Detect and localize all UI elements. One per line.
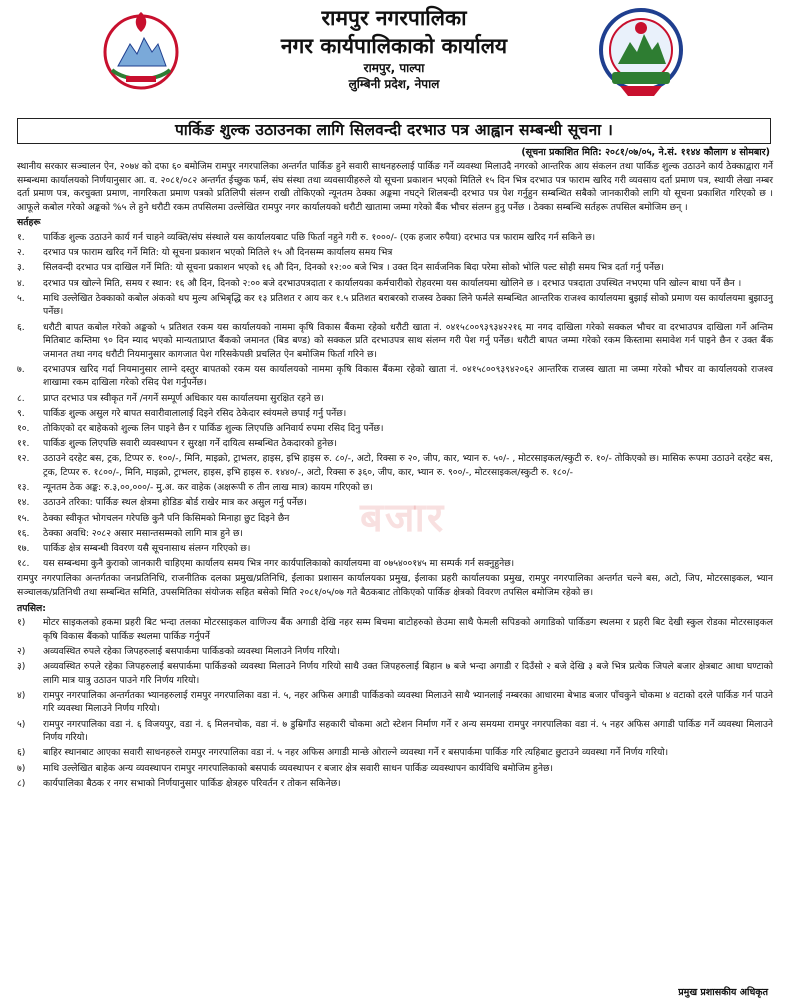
condition-item — [17, 557, 773, 571]
intro-paragraph: स्थानीय सरकार सञ्चालन ऐन, २०७४ को दफा ६० बमोजिम रामपुर नगरपालिका अन्तर्गत पार्किङ हुने सवारी साधनहरुलाई पार्किङ गर्ने व्यवस्था मिलाउदै नगरको आन्तरिक आय संकलन तथा पार्किङ शुल्क उठाउने कार्य ठेक्काद्वारा गर्ने सम्बन्धमा कार्यालयको निर्णयानुसार आ. व. २०८१/०८२ अन्तर्गत ईच्छुक फर्म, संघ संस्था तथा व्यवसायीहरुले यो सूचना प्रकाशन भएको मितिले १५ दिन भित्र दरभाउ पत्र फाराम खरिद गरी व्यवसाय दर्ता प्रमाण पत्र, स्थायी लेखा नम्बर दर्ता प्रमाण पत्र, करचुक्ता प्रमाण, नागरिकता प्रमाण पत्रको प्रतिलिपी संलग्न राखी तोकिएको न्यूनतम ठेक्का अङ्कमा नघट्ने शिलबन्दी दरभाउ पत्र पेश गर्नुहुन सम्बन्धित सबैको जानकारीको लागि यो सूचना प्रकाशित गरिएको छ । आफूले कबोल गरेको अङ्कको %५ ले हुने धरौटी रकम तपसिलमा उल्लेखित रामपुर नगर कार्यालयको धरौटी खातामा जम्मा गरेको बैंक भौचर संलग्न हुनु पर्नेछ । ठेक्का सम्बन्धि सर्तहरू तपसिल बमोजिम छन् । — [17, 161, 773, 213]
condition-item — [17, 512, 773, 526]
condition-item — [17, 422, 773, 436]
condition-text: उठाउने तरिका: पार्किङ स्थल क्षेत्रमा होडिङ बोर्ड राखेर मात्र कर असुल गर्नु पर्नेछ। — [43, 497, 307, 509]
detail-number: १) — [17, 617, 26, 629]
condition-number: १०. — [17, 423, 30, 435]
detail-item — [17, 746, 773, 760]
watermark-text: बजार — [360, 495, 446, 541]
condition-number: ९. — [17, 407, 25, 419]
detail-item — [17, 718, 773, 745]
condition-item — [17, 261, 773, 275]
condition-text: पार्किङ शुल्क असुल गरे बापत सवारीवालालाई दिइने रसिद ठेकेदार स्वंयमले छपाई गर्नु पर्नेछ। — [43, 407, 347, 419]
condition-number: ११. — [17, 438, 30, 450]
condition-text: दरभाउपत्र खरिद गर्दा नियमानुसार लाग्ने दस्तुर बापतको रकम यस कार्यालयको नाममा कृषि विकास बैंकमा रहेको खाता नं. ०४१५८००९३९४२०६२ आन्तरिक राजस्व खाता मा जम्मा गरेको भौचर वा कार्यालयको राजश्व शाखामा रकम दाखिला गरेको रसिद पेश गर्नुपर्नेछ। — [43, 363, 773, 389]
detail-text: अव्यवस्थित रुपले रहेका जिपहरुलाई बसपार्कमा पार्किङको व्यवस्था मिलाउने निर्णय गरियो। — [43, 645, 340, 657]
condition-item — [17, 437, 773, 451]
meeting-note: रामपुर नगरपालिका अन्तर्गतका जनप्रतिनिधि, राजनीतिक दलका प्रमुख/प्रतिनिधि, ईलाका प्रशासन कार्यालयका प्रमुख, ईलाका प्रहरी कार्यालयका प्रमुख, रामपुर नगरपालिका अन्तर्गत चल्ने बस, अटो, जिप, मोटरसाइकल, भ्यान सञ्चालक/प्रतिनिधी तथा सम्बन्धित समिति, उपसमितिका संयोजक सहित बसेको मिति २०८१/०५/०७ गते बैठकबाट तोकिएको पार्किङ क्षेत्रको विवरण तपसिल बमोजिम रहेको छ। — [17, 573, 773, 598]
conditions-list — [17, 231, 773, 571]
municipality-logo-icon — [598, 6, 684, 98]
condition-number: १४. — [17, 497, 30, 509]
condition-text: दरभाउ पत्र फाराम खरिद गर्ने मिति: यो सूचना प्रकाशन भएको मितिले १५ औ दिनसम्म कार्यालय समय भित्र — [43, 247, 393, 259]
condition-text: धरौटी बापत कबोल गरेको अङ्कको ५ प्रतिशत रकम यस कार्यालयको नाममा कृषि विकास बैंकमा रहेको धरौटी खाता नं. ०४१५८००९३९३४२२१६ मा नगद दाखिला गरेको सक्कल भौचर वा दरभाउपत्र दाखिला गर्ने अन्तिम मितिबाट कम्तिमा ९० दिन म्याद भएको मान्यताप्राप्त बैंकको जमानत (बिड बण्ड) को सक्कल प्रति दरभाउपत्र साथ संलग्न गरी पेश गर्नु पर्नेछ। धरौटी बापत जम्मा गरेको रकम किस्तामा समावेश गर्न पाइने छैन र उक्त बैंक जमानत तथा नगद धरौटी नियमानुसार कागजात पेश गरिसकेपछी प्रचलित ऐन बमोजिम फिर्ता गरिने छ। — [43, 321, 773, 360]
condition-item — [17, 527, 773, 541]
nepal-emblem-icon — [100, 4, 182, 94]
condition-item — [17, 363, 773, 390]
condition-text: दरभाउ पत्र खोल्ने मिति, समय र स्थान: १६ औ दिन, दिनको २:०० बजे दरभाउपत्रदाता र कार्यालयका कर्मचारीको रोहवरमा यस कार्यालयमा खोलिने छ । दरभाउ पत्रदाता उपस्थित नभएमा पनि खोल्न बाधा पर्ने छैन । — [43, 277, 742, 289]
condition-number: १५. — [17, 512, 30, 524]
condition-number: १३. — [17, 482, 30, 494]
details-list — [17, 616, 773, 790]
detail-text: मोटर साइकलको हकमा प्रहरी बिट भन्दा तलका मोटरसाइकल वाणिज्य बैंक अगाडी देखि नहर सम्म बिचमा बाटोहरुको छेउमा साथै फेमली सपिङको अगाडिको पार्किङग स्थलमा र प्रहरी बिट देखी स्कुल रोडका मोटरसाइकल कृषि विकास बैंकको पार्किङ स्थलमा पार्किङ गर्नुपर्ने — [43, 617, 773, 642]
condition-number: ३. — [17, 262, 25, 274]
condition-item — [17, 292, 773, 319]
detail-number: ५) — [17, 718, 26, 730]
condition-item — [17, 246, 773, 260]
condition-number: १७. — [17, 542, 30, 554]
detail-item — [17, 660, 773, 687]
condition-text: तोकिएको दर बाहेकको शुल्क लिन पाइने छैन र पार्किङ शुल्क लिएपछि अनिवार्य रुपमा रसिद दिनु पर्नेछ। — [43, 423, 384, 435]
detail-number: २) — [17, 645, 26, 657]
office-province: लुम्बिनी प्रदेश, नेपाल — [348, 77, 440, 91]
detail-text: कार्यपालिका बैठक र नगर सभाको निर्णयानुसार पार्किङ क्षेत्रहरु परिवर्तन र तोकन सकिनेछ। — [43, 777, 341, 789]
detail-text: माथि उल्लेखित बाहेक अन्य व्यवस्थापन रामपुर नगरपालिकाको बसपार्क व्यवस्थापन र बजार क्षेत्र सवारी साधन पार्किङ व्यवस्थापन कार्यविधि बमोजिम हुनेछ। — [43, 762, 553, 774]
condition-text: न्यूनतम ठेक अङ्क: रु.३,००,०००/- मु.अ. कर वाहेक (अक्षरूपी रु तीन लाख मात्र) कायम गरिएको छ। — [43, 482, 373, 494]
condition-number: ४. — [17, 277, 25, 289]
notice-body — [17, 160, 773, 792]
condition-item — [17, 277, 773, 291]
detail-text: रामपुर नगरपालिका वडा नं. ६ विजयपुर, वडा नं. ६ मिलनचोक, वडा नं. ७ डुम्रिगाँउ सहकारी चोकमा अटो स्टेशन निर्माण गर्ने र अन्य समयमा रामपुर नगरपालिका वडा नं. ५ नहर अफिस अगाडी पार्किङ गर्ने व्यवस्था मिलाउने निर्णय गरियो। — [43, 718, 773, 744]
notice-title: पार्किङ शुल्क उठाउनका लागि सिलवन्दी दरभाउ पत्र आह्वान सम्बन्धी सूचना । — [17, 118, 771, 144]
condition-item — [17, 407, 773, 421]
detail-item — [17, 616, 773, 643]
condition-number: ५. — [17, 292, 25, 304]
detail-number: ४) — [17, 689, 26, 701]
condition-text: प्राप्त दरभाउ पत्र स्वीकृत गर्ने /नगर्ने सम्पूर्ण अधिकार यस कार्यालयमा सुरक्षित रहने छ। — [43, 392, 324, 404]
condition-text: पार्किङ क्षेत्र सम्बन्धी विवरण यसै सूचनासाथ संलग्न गरिएको छ। — [43, 542, 251, 554]
office-subtitle: नगर कार्यपालिकाको कार्यालय — [280, 34, 508, 58]
condition-number: २. — [17, 247, 25, 259]
office-location: रामपुर, पाल्पा — [363, 61, 425, 75]
condition-text: ठेक्का स्वीकृत भोगचलन गरेपछि कुनै पनि किसिमको मिनाहा छुट दिइने छैन — [43, 512, 290, 524]
condition-text: यस सम्बन्धमा कुनै कुराको जानकारी चाहिएमा कार्यालय समय भित्र नगर कार्यपालिकाको कार्यालयमा वा ०७५४००१४५ मा सम्पर्क गर्न सक्नुहुनेछ। — [43, 558, 515, 570]
detail-number: ८) — [17, 777, 26, 789]
condition-item — [17, 231, 773, 245]
detail-item — [17, 689, 773, 716]
condition-text: पार्किङ शुल्क लिएपछि सवारी व्यवस्थापन र सुरक्षा गर्ने दायित्व सम्बन्धित ठेकदारको हुनेछ। — [43, 438, 338, 450]
detail-item — [17, 762, 773, 776]
detail-item — [17, 645, 773, 659]
detail-number: ३) — [17, 661, 26, 673]
condition-number: १८. — [17, 558, 30, 570]
condition-text: ठेक्का अवधि: २०८२ असार मसान्तसम्मको लागि मात्र हुने छ। — [43, 527, 243, 539]
condition-item — [17, 481, 773, 495]
detail-text: बाहिर स्थानबाट आएका सवारी साधनहरुले रामपुर नगरपालिका वडा नं. ५ नहर अफिस अगाडी मान्छे ओराल्ने व्यवस्था गर्ने र बसपार्कमा पार्किङ गरि त्यहिबाट छुटाउने व्यवस्था गर्ने निर्णय गरियो। — [43, 747, 669, 759]
condition-text: उठाउने दरहेट बस, ट्रक, टिप्पर रु. १००/-, मिनि, माइक्रो, ट्राभलर, हाइस, इभि हाइस रु. ८०/-, अटो, रिक्सा रु २०, जीप, कार, भ्यान रु. ५०/- , मोटरसाइकल/स्कुटी रु. १०/- तोकिएको छ। मासिक रूपमा उठाउने दरहेट बस, ट्रक, टिप्पर रु. १८००/-, मिनि, माइक्रो, ट्राभलर, हाइस, इभि हाइस रु. १४४०/-, अटो, रिक्सा रु ३६०, जीप, कार, भ्यान रु. ९००/-, मोटरसाइकल/स्कुटी रु. १८०/- — [43, 453, 773, 478]
conditions-heading: सर्तहरू — [17, 217, 41, 229]
details-heading: तपसिल: — [17, 602, 46, 614]
publish-date: (सूचना प्रकाशित मिति: २०८१/०७/०५, ने.सं. ११४४ कौलाग ४ सोमबार) — [521, 147, 770, 158]
office-name: रामपुर नगरपालिका — [321, 6, 467, 30]
condition-item — [17, 542, 773, 556]
detail-text: अव्यवस्थित रुपले रहेका जिपहरुलाई बसपार्कमा पार्किङको व्यवस्था मिलाउने निर्णय गरियो साथै उक्त जिपहरुलाई बिहान ७ बजे भन्दा अगाडी र दिउँसो २ बजे देखि ३ बजे भित्र प्रत्येक जिपले बजार क्षेत्रबाट आधा घण्टाको लागि मात्र यात्रु उठाउन पाउने गरि निर्णय गरियो। — [43, 661, 773, 686]
detail-number: ६) — [17, 747, 26, 759]
condition-item — [17, 321, 773, 362]
letterhead — [0, 0, 788, 110]
condition-text: पार्किङ शुल्क उठाउने कार्य गर्न चाहने व्यक्ति/संघ संस्थाले यस कार्यालयबाट पछि फिर्ता नहुने गरी रु. १०००/- (एक हजार रुपैया) दरभाउ पत्र फाराम खरिद गर्न सकिने छ। — [43, 231, 596, 243]
condition-number: १२. — [17, 453, 30, 465]
condition-text: सिलवन्दी दरभाउ पत्र दाखिल गर्ने मिति: यो सूचना प्रकाशन भएको १६ औ दिन, दिनको १२:०० बजे भित्र । उक्त दिन सार्वजनिक बिदा परेमा सोको भोलि पल्ट सोही समय भित्र दर्ता गर्नु पर्नेछ। — [43, 262, 664, 274]
signature-line: प्रमुख प्रशासकीय अधिकृत — [678, 987, 768, 998]
condition-number: ८. — [17, 392, 25, 404]
condition-number: १६. — [17, 527, 30, 539]
detail-text: रामपुर नगरपालिका अन्तर्गतका भ्यानहरुलाई रामपुर नगरपालिका वडा नं. ५, नहर अफिस अगाडी पार्किङको व्यवस्था मिलाउने साथै भ्यानलाई नम्बरका आधारमा बेभाड बजार पाँचकुने चोकमा ४ वटाको दरले पार्किङ गर्न पाउने गरि व्यवस्था मिलाउने निर्णय गरियो। — [43, 689, 773, 715]
condition-text: माथि उल्लेखित ठेक्काको कबोल अंकको थप मुल्य अभिबृद्धि कर १३ प्रतिशत र आय कर १.५ प्रतिशत बराबरको राजस्व ठेक्का लिने फर्मले सम्बन्धित आन्तरिक राजश्व कार्यालयमा बुझाई सोको प्रमाण यस कार्यालयमा बुझाउनु पर्नेछ। — [43, 292, 773, 318]
condition-item — [17, 452, 773, 479]
condition-item — [17, 496, 773, 510]
condition-number: ६. — [17, 321, 25, 333]
detail-item — [17, 777, 773, 791]
letterhead-text — [190, 4, 598, 92]
condition-item — [17, 392, 773, 406]
detail-number: ७) — [17, 762, 26, 774]
condition-number: ७. — [17, 363, 25, 375]
condition-number: १. — [17, 231, 25, 243]
